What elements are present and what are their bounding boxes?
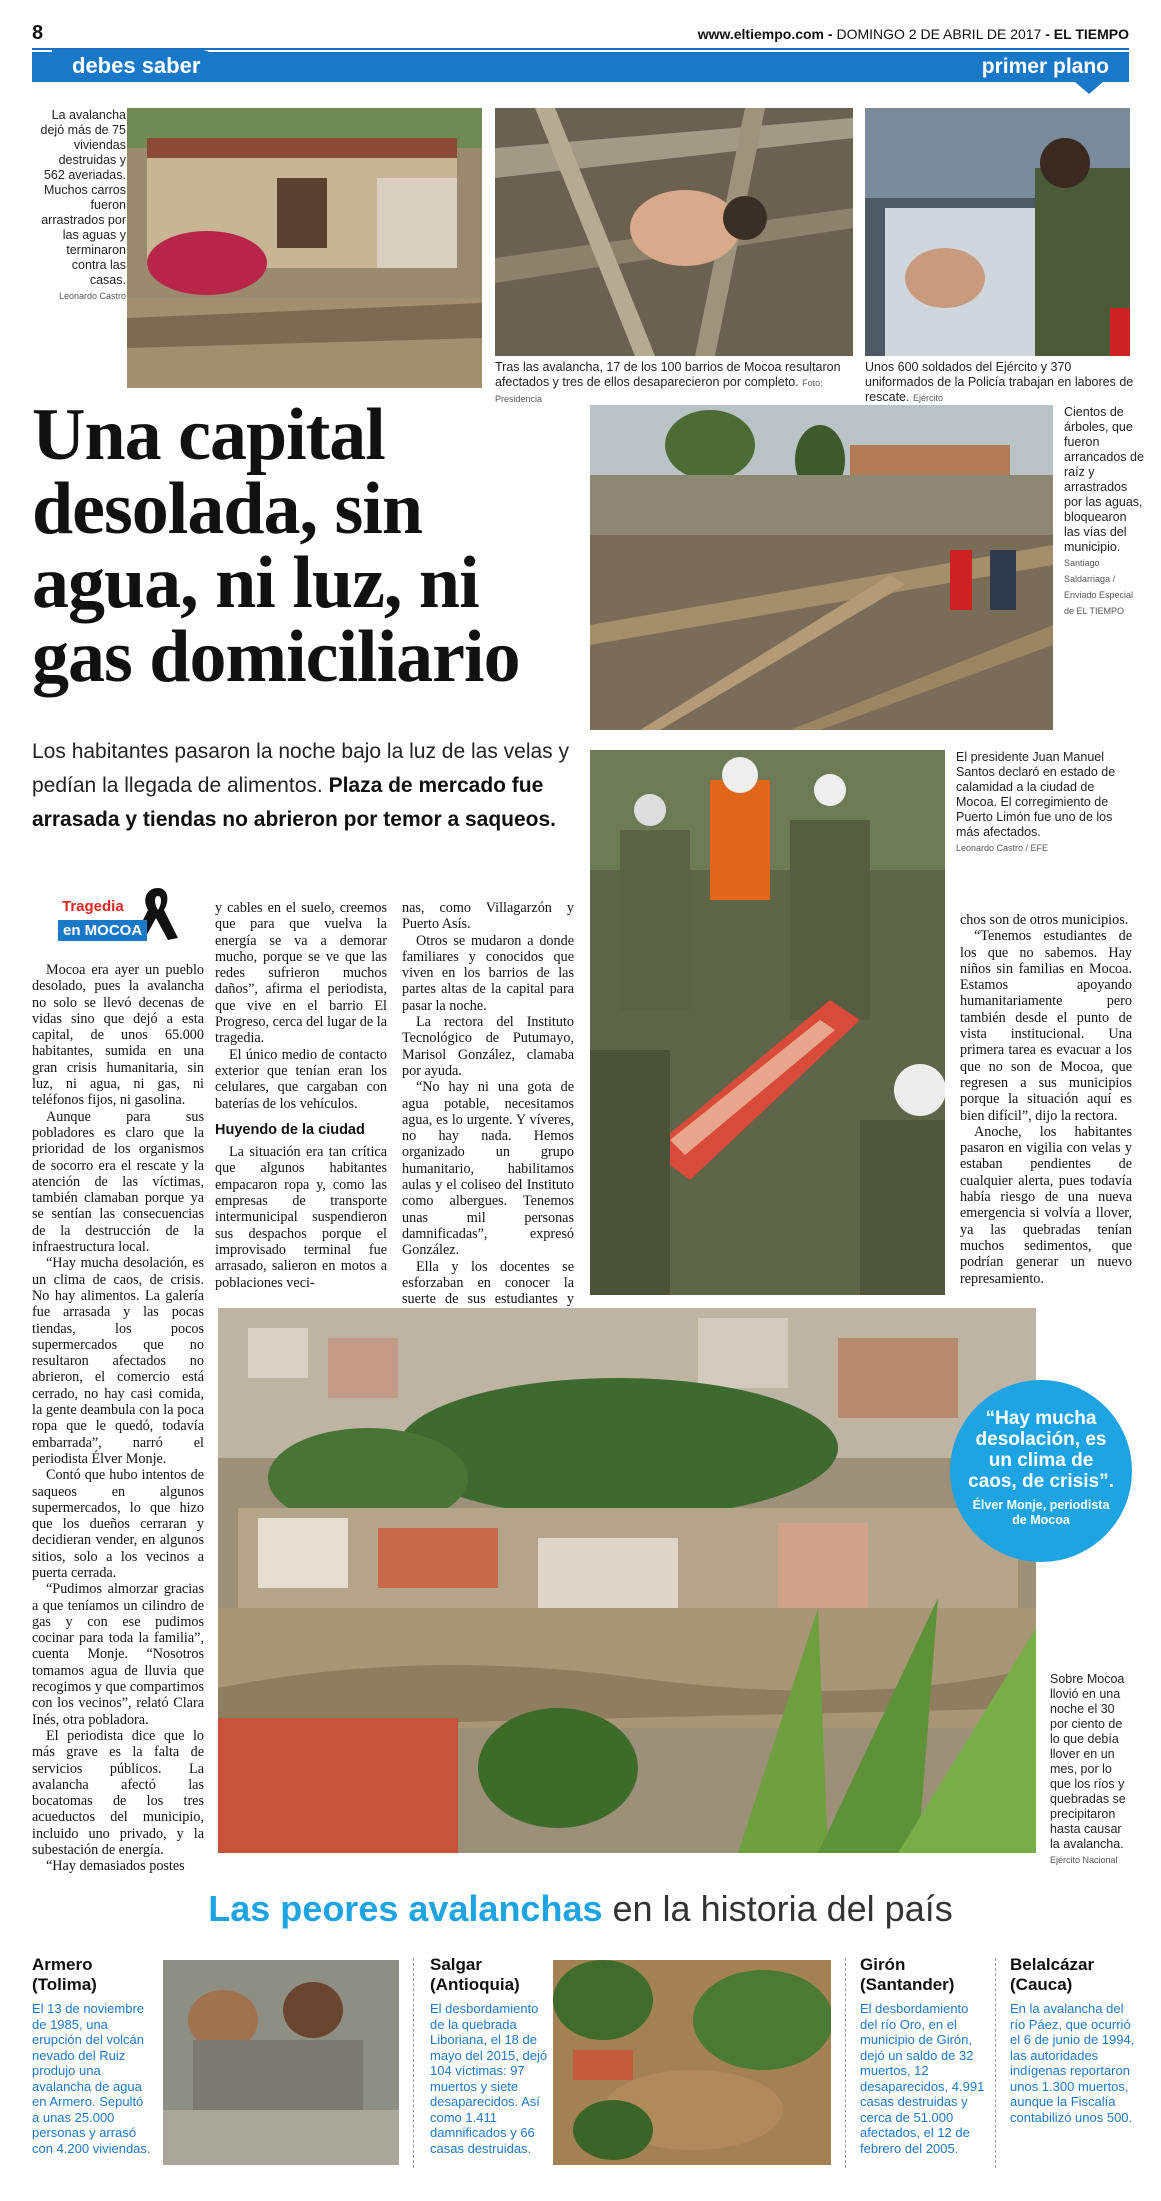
deck — [32, 735, 572, 837]
article-paragraph: El único medio de contacto exterior que tenían eran los celulares, que cargaban con baterías de los vehículos. — [215, 1046, 387, 1112]
photo4-caption: Cientos de árboles, que fueron arrancados de raíz y arrastrados por las aguas, bloquearon las vías del municipio. Santiago Saldarriaga / Enviado Especial de EL TIEMPO — [1064, 405, 1144, 616]
avalanche-giron — [860, 1955, 985, 2156]
subheading: Huyendo de la ciudad — [215, 1121, 365, 1138]
photo5-caption: El presidente Juan Manuel Santos declaró en estado de calamidad a la ciudad de Mocoa. El corregimiento de Puerto Limón fue uno de los más afectados. Leonardo Castro / EFE — [956, 750, 1116, 853]
photo-armero — [163, 1960, 399, 2165]
separator — [995, 1958, 996, 2168]
section-label-right: primer plano — [981, 55, 1109, 78]
photo-destroyed-houses — [127, 108, 482, 388]
separator — [413, 1958, 414, 2168]
article-column-1 — [32, 962, 204, 1875]
article-column-2 — [215, 900, 387, 1291]
article-paragraph: La situación era tan crítica que algunos habitantes empacaron ropa y, como las empresas de transporte intermunicipal suspendieron sus despachos porque el improvisado terminal fue arrasado, salieron en motos a poblaciones veci- — [215, 1144, 387, 1291]
headline-line: Una capital — [32, 394, 385, 476]
pull-quote-text: “Hay mucha desolación, es un clima de caos, de crisis”. — [968, 1408, 1114, 1492]
article-paragraph: “Hay mucha desolación, es un clima de caos, de crisis. No hay alimentos. La galería fue arrasada y las pocas tiendas, los pocos supermercados que no resultaron afectados no abrieron, el comercio está cerrado, no hay casi comida, la gente deambula con la poca ropa que le quedó, todavía embarrada”, narró el periodista Élver Monje. — [32, 1255, 204, 1467]
photo-salgar — [553, 1960, 831, 2165]
header-meta: www.eltiempo.com - DOMINGO 2 DE ABRIL DE 2017 - EL TIEMPO — [697, 26, 1129, 42]
column-2-part-a — [215, 900, 387, 1112]
pull-quote-attribution: Élver Monje, periodista de Mocoa — [972, 1498, 1110, 1527]
avalanche-description: El desbordamiento del río Oro, en el municipio de Girón, dejó un saldo de 32 muertos, 12 desaparecidos, 4.991 casas destruidas y cerca de 51.000 afectados, el 12 de febrero del 2005. — [860, 2001, 985, 2156]
article-paragraph: nas, como Villagarzón y Puerto Asís. — [402, 900, 574, 933]
headline — [32, 394, 592, 698]
tag-tragedia: Tragedia — [62, 898, 124, 915]
column-2-part-b — [215, 1144, 387, 1291]
article-paragraph: y cables en el suelo, creemos que para que vuelva la energía se va a demorar mucho, porque se ve que las redes sufrieron muchos daños”, afirma el periodista, que vive en el barrio El Progreso, cerca del lugar de la tragedia. — [215, 900, 387, 1047]
site-url[interactable]: www.eltiempo.com — [697, 26, 824, 42]
separator — [845, 1958, 846, 2168]
issue-date: DOMINGO 2 DE ABRIL DE 2017 — [836, 26, 1042, 42]
photo-soldiers-hospital — [865, 108, 1130, 356]
article-paragraph: chos son de otros municipios. — [960, 912, 1129, 928]
photo1-caption: La avalancha dejó más de 75 viviendas destruidas y 562 averiadas. Muchos carros fueron arrastrados por las aguas y terminaron contra las casas. Leonardo Castro — [40, 108, 126, 301]
article-paragraph: Ella y los docentes se esforzaban en conocer la suerte de sus estudiantes y — [402, 1258, 574, 1308]
article-paragraph: Mocoa era ayer un pueblo desolado, pues la avalancha no solo se llevó decenas de vidas sino que dejó a esta capital, de unos 65.000 habitantes, sumida en una gran crisis humanitaria, sin luz, ni agua, ni gas, ni teléfonos fijos, ni gasolina. — [32, 962, 204, 1109]
avalanche-armero — [32, 1955, 152, 2156]
tag-en-mocoa: en MOCOA — [58, 920, 147, 941]
photo6-caption: Sobre Mocoa llovió en una noche el 30 por ciento de lo que debía llover en un mes, por lo que los ríos y quebradas se precipitaron hasta causar la avalancha. Ejército Nacional — [1050, 1672, 1126, 1865]
article-paragraph: El periodista dice que lo más grave es la falta de servicios públicos. La avalancha afectó las bocatomas de los tres acueductos del municipio, incluido uno privado, y la subestación de energía. — [32, 1727, 204, 1859]
deck-bold: Plaza de mercado fue arrasada y tiendas no abrieron por temor a saqueos. — [32, 774, 557, 831]
section-notch — [1075, 82, 1103, 94]
avalanches-title — [0, 1888, 1161, 1930]
headline-line: desolada, sin — [32, 468, 423, 550]
article-paragraph: Aunque para sus pobladores es claro que la prioridad de los organismos de socorro era el rescate y la atención de las víctimas, también clamaban porque ya se sentían las consecuencias de la destrucción de la infraestructura local. — [32, 1108, 204, 1256]
article-paragraph: “Hay demasiados postes — [46, 1858, 185, 1875]
avalanche-place: Armero (Tolima) — [32, 1955, 97, 1994]
photo-uprooted-trees — [590, 405, 1053, 730]
avalanche-salgar — [430, 1955, 548, 2156]
article-column-3 — [402, 900, 574, 1324]
photo-soldiers-stretcher — [590, 750, 945, 1295]
section-label-left: debes saber — [52, 50, 216, 82]
article-paragraph: “Tenemos estudiantes de los que no sabemos. Hay niños sin familias en Mocoa. Estamos apoyando humanitariamente pero también desde el punto de vista institucional. Una primera tarea es evacuar a los que no son de Mocoa, que regresen a sus municipios porque la situación aquí es bien difícil”, dijo la rectora. — [960, 928, 1132, 1124]
avalanche-description: En la avalancha del río Páez, que ocurrió el 6 de junio de 1994, las autoridades indígenas reportaron unos 1.300 muertos, aunque la Fiscalía contabilizó unos 500. — [1010, 2001, 1135, 2125]
page-number: 8 — [32, 22, 44, 44]
deck-light: Los habitantes pasaron la noche bajo la luz de las velas y pedían la llegada de alimentos. — [32, 740, 570, 797]
photo-mocoa-panorama — [218, 1308, 1036, 1853]
avalanche-place: Salgar (Antioquia) — [430, 1955, 520, 1994]
article-paragraph: “Pudimos almorzar gracias a que teníamos un cilindro de gas y con ese pudimos cocinar para toda la familia”, cuenta Monje. “Nosotros tomamos agua de lluvia que recogimos y que compartimos con los vecinos”, relató Clara Inés, otra pobladora. — [32, 1581, 204, 1728]
article-paragraph: Anoche, los habitantes pasaron en vigilia con velas y estaban pendientes de cualquier alerta, pues todavía había riesgo de una nueva emergencia si volvía a llover, ya las quebradas tenían muchos sedimentos, que podrían generar un nuevo represamiento. — [960, 1123, 1132, 1287]
article-paragraph: La rectora del Instituto Tecnológico de Putumayo, Marisol González, clamaba por ayuda. — [402, 1014, 574, 1079]
avalanche-description: El 13 de noviembre de 1985, una erupción del volcán nevado del Ruiz produjo una avalancha de agua en Armero. Sepultó a unas 25.000 personas y arrasó con 4.200 viviendas. — [32, 2001, 151, 2156]
pull-quote — [950, 1380, 1132, 1562]
photo2-caption: Tras las avalancha, 17 de los 100 barrios de Mocoa resultaron afectados y tres de ellos desaparecieron por completo. Foto: Presidencia — [495, 360, 841, 404]
avalanches-title-highlight: Las peores avalanchas — [208, 1888, 603, 1929]
avalanche-belalcazar — [1010, 1955, 1135, 2125]
photo3-caption: Unos 600 soldados del Ejército y 370 uniformados de la Policía trabajan en labores de rescate. Ejército — [865, 360, 1134, 404]
article-column-4 — [960, 912, 1132, 1287]
article-paragraph: Contó que hubo intentos de saqueos en algunos supermercados, lo que hizo que los dueños cerraran y decidieran vender, en algunos sitios, solo a los vecinos a puerta cerrada. — [32, 1467, 204, 1581]
photo-rescue-debris — [495, 108, 853, 356]
article-paragraph: “No hay ni una gota de agua potable, necesitamos agua, es lo urgente. Y víveres, no hay nada. Hemos organizado un grupo humanitario, habilitamos aulas y el coliseo del Instituto como albergues. Tenemos unas mil personas damnificadas”, expresó González. — [402, 1079, 574, 1259]
headline-line: gas domiciliario — [32, 616, 520, 698]
headline-line: agua, ni luz, ni — [32, 542, 479, 624]
article-paragraph: Otros se mudaron a donde familiares y conocidos que viven en los barrios de las partes altas de la capital para pasar la noche. — [402, 932, 574, 1014]
avalanche-place: Girón (Santander) — [860, 1955, 955, 1994]
avalanche-place: Belalcázar (Cauca) — [1010, 1955, 1095, 1994]
avalanche-description: El desbordamiento de la quebrada Liboriana, el 18 de mayo del 2015, dejó 104 víctimas: 97 muertos y siete desaparecidos. Así como 1.411 damnificados y 66 casas destruidas. — [430, 2001, 548, 2156]
newspaper-name: EL TIEMPO — [1053, 26, 1129, 42]
avalanches-title-rest: en la historia del país — [612, 1888, 953, 1929]
